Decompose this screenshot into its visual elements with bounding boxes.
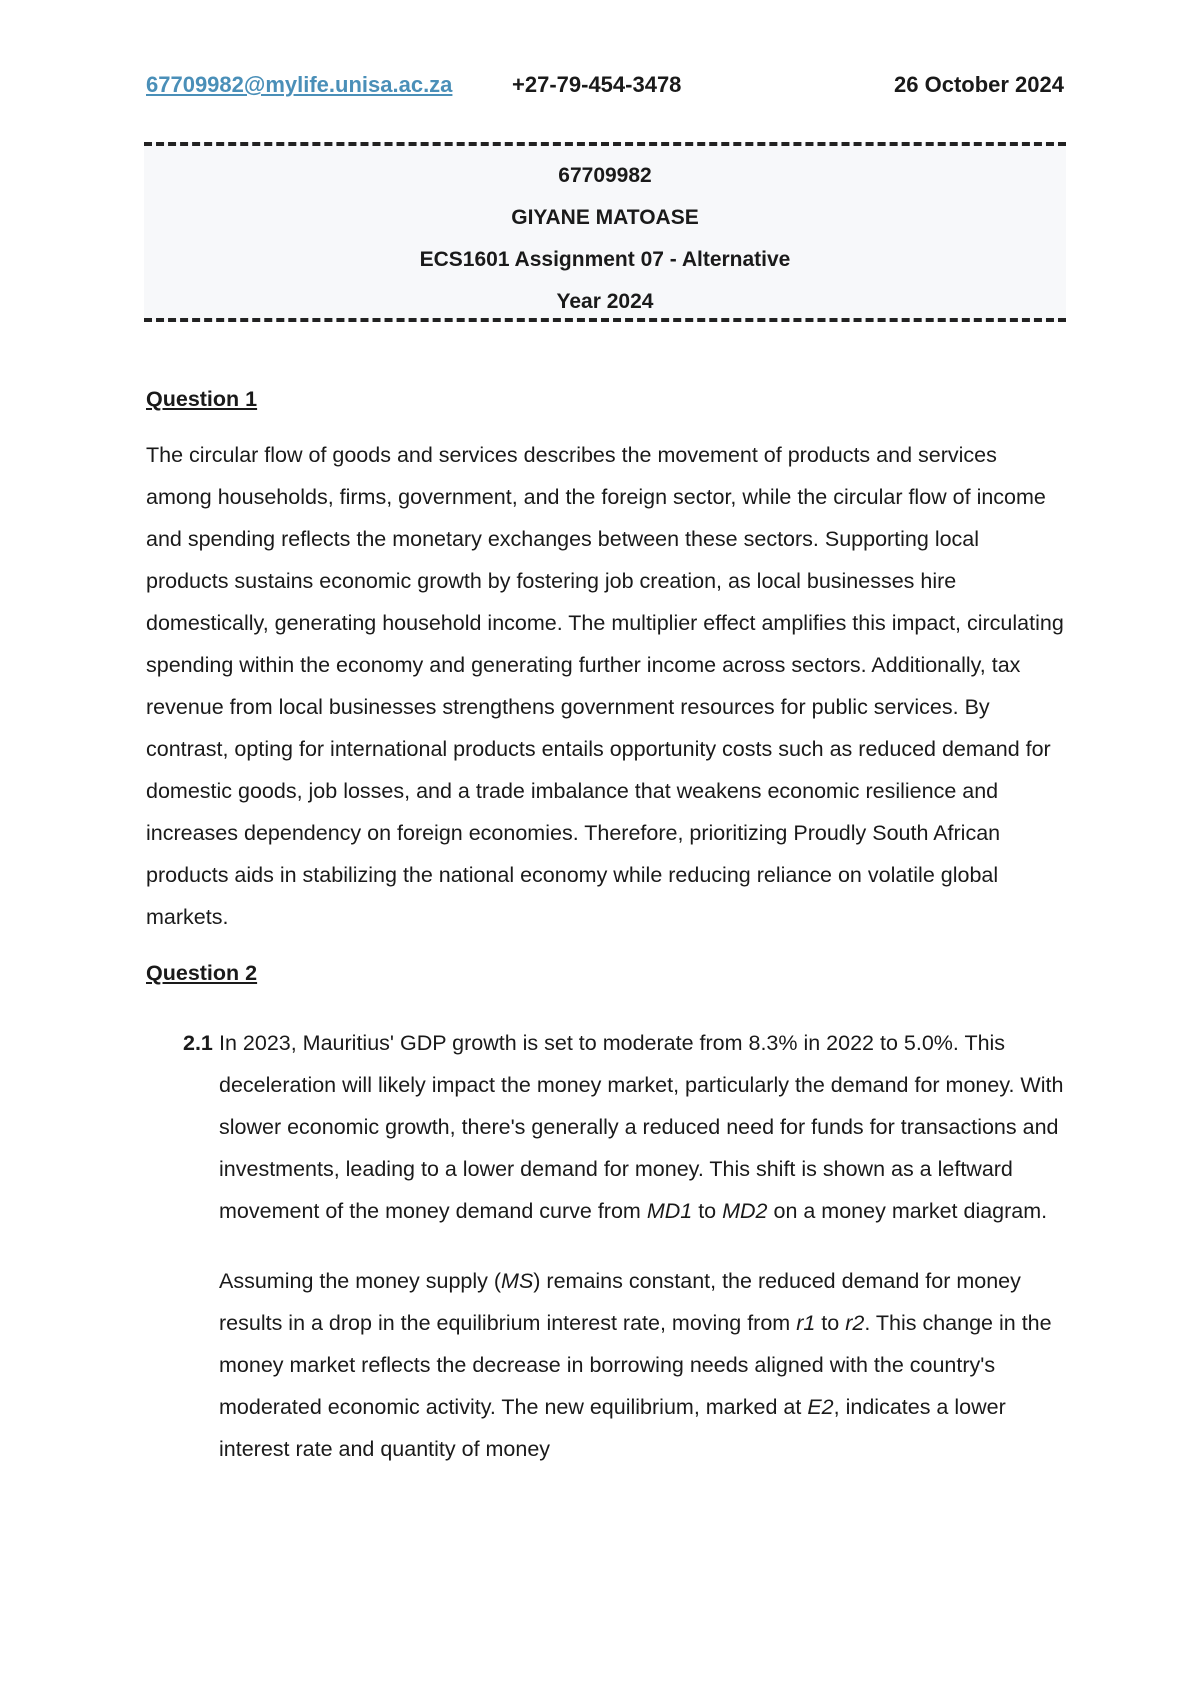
question-2-1-paragraph-1	[219, 1022, 1064, 1232]
text-run: ) remains constant, the reduced demand for money results in a drop in the equilibrium interest rate, moving from	[219, 1269, 1021, 1335]
question-2-1	[146, 1022, 1064, 1470]
email-link[interactable]: 67709982@mylife.unisa.ac.za	[146, 72, 453, 97]
ms-label: MS	[501, 1269, 534, 1293]
sub-question-number: 2.1	[183, 1031, 213, 1055]
e2-label: E2	[807, 1395, 834, 1419]
text-run: , indicates a lower interest rate and quantity of money	[219, 1395, 1006, 1461]
document-date: 26 October 2024	[894, 72, 1064, 97]
title-block	[144, 142, 1066, 322]
text-run: . This change in the money market reflects the decrease in borrowing needs aligned with the country's moderated economic activity. The new equilibrium, marked at	[219, 1311, 1052, 1419]
assignment-title: ECS1601 Assignment 07 - Alternative	[419, 248, 791, 271]
text-run: to	[692, 1199, 723, 1223]
md1-label: MD1	[646, 1199, 693, 1223]
r1-label: r1	[796, 1311, 816, 1335]
contact-header	[146, 72, 1064, 104]
r2-label: r2	[845, 1311, 865, 1335]
text-run: Assuming the money supply (	[219, 1269, 502, 1293]
phone-number: +27-79-454-3478	[512, 72, 682, 97]
question-1-paragraph: The circular flow of goods and services describes the movement of products and services among households, firms, government, and the foreign sector, while the circular flow of income and spending reflects the monetary exchanges between these sectors. Supporting local products sustains economic growth by fostering job creation, as local businesses hire domestically, generating household income. The multiplier effect amplifies this impact, circulating spending within the economy and generating further income across sectors. Additionally, tax revenue from local businesses strengthens government resources for public services. By contrast, opting for international products entails opportunity costs such as reduced demand for domestic goods, job losses, and a trade imbalance that weakens economic resilience and increases dependency on foreign economies. Therefore, prioritizing Proudly South African products aids in stabilizing the national economy while reducing reliance on volatile global markets.	[146, 443, 1064, 929]
document-body	[146, 378, 1064, 1470]
md2-label: MD2	[722, 1199, 768, 1223]
text-run: on a money market diagram.	[767, 1199, 1048, 1223]
question-1-heading: Question 1	[146, 387, 258, 411]
question-2-1-paragraph-2	[219, 1260, 1064, 1470]
student-name: GIYANE MATOASE	[511, 206, 699, 229]
text-run: In 2023, Mauritius' GDP growth is set to moderate from 8.3% in 2022 to 5.0%. This deceleration will likely impact the money market, particularly the demand for money. With slower economic growth, there's generally a reduced need for funds for transactions and investments, leading to a lower demand for money. This shift is shown as a leftward movement of the money demand curve from	[219, 1031, 1064, 1223]
student-number: 67709982	[558, 164, 652, 187]
assignment-year: Year 2024	[556, 290, 654, 313]
text-run: to	[815, 1311, 846, 1335]
question-2-heading: Question 2	[146, 961, 258, 985]
